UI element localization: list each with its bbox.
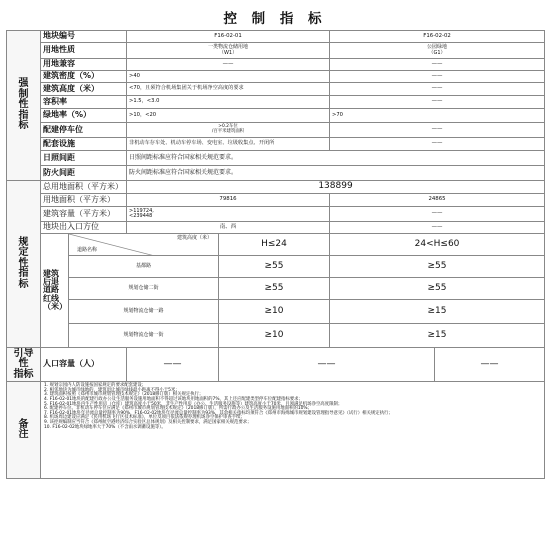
value-access-b: —— <box>330 222 545 234</box>
value-population-c: —— <box>435 348 545 382</box>
road-value: ≥55 <box>330 278 545 300</box>
value-parking-a: >0.2车位 /百平米建筑面积 <box>127 123 330 138</box>
value-land-use-a: 一类物流仓储用地 （W1） <box>127 43 330 59</box>
row-block-code <box>7 31 545 43</box>
value-area-b: 24865 <box>330 194 545 207</box>
row-compat <box>7 59 545 71</box>
label-total-area: 总用地面积（平方米） <box>41 181 127 194</box>
label-block-code: 地块编号 <box>41 31 127 43</box>
note-item: 2. 相邻地块为城市绿地的，建筑退让城市绿线最小距离不得小于5米； <box>44 387 180 393</box>
category-notes: 备 注 <box>7 382 41 479</box>
label-fire: 防火间距 <box>41 166 127 181</box>
control-index-table <box>6 30 545 479</box>
value-far-b: —— <box>330 96 545 109</box>
note-item: 7. F16-02-01地块年径流总量控制率为90%，F16-02-02地块年径流总量控制率为93%，其余相关指标均须符合《郑州市海绵城市规划建设管理指导意见》（试行）相关规定执行； <box>44 410 393 416</box>
value-access-a: 南、西 <box>127 222 330 234</box>
row-green <box>7 109 545 123</box>
note-item: 1. 规划宗园内人防设施按国家规定的要求配套建设； <box>44 383 147 388</box>
category-regulatory: 规 定 性 指 标 <box>7 181 41 348</box>
value-compat-a: —— <box>127 59 330 71</box>
col-h-le-24: H≤24 <box>219 234 330 256</box>
label-height: 建筑高度（米） <box>41 83 127 96</box>
label-green: 绿地率（%） <box>41 109 127 123</box>
row-parking <box>7 123 545 138</box>
label-parking: 配建停车位 <box>41 123 127 138</box>
label-population: 人口容量（人） <box>41 348 127 382</box>
header-road: 道路名称 <box>77 246 98 253</box>
value-population-b: —— <box>219 348 435 382</box>
row-facilities <box>7 138 545 151</box>
row-notes <box>7 382 545 479</box>
road-value: ≥55 <box>219 278 330 300</box>
road-name: 规划仓储二街 <box>69 278 219 300</box>
label-far: 容积率 <box>41 96 127 109</box>
table-row <box>7 300 545 324</box>
road-value: ≥10 <box>219 324 330 348</box>
road-value: ≥15 <box>330 300 545 324</box>
label-setback: 建筑后退 道路红线 （米） <box>41 234 69 348</box>
label-facilities: 配套设施 <box>41 138 127 151</box>
value-land-use-b: 公园绿地 （G1） <box>330 43 545 59</box>
value-total-area: 138899 <box>127 181 545 194</box>
col-h-24-60: 24<H≤60 <box>330 234 545 256</box>
road-value: ≥15 <box>330 324 545 348</box>
note-item: 10. F16-02-02地块绿地率大于70%（不含雨水调蓄设施等）。 <box>44 424 166 430</box>
road-value: ≥10 <box>219 300 330 324</box>
value-density-a: >40 <box>127 71 330 83</box>
note-item: 9. 该控规编制应当符合《郑州航空港经济综合实验区总体规划》及相关控制要求，满足国家相关规范要求； <box>44 420 252 425</box>
value-facilities-b: —— <box>330 138 545 151</box>
row-population <box>7 348 545 382</box>
category-guiding: 引导性 指标 <box>7 348 41 382</box>
label-density: 建筑密度（%） <box>41 71 127 83</box>
header-height: 建筑高度（米） <box>176 235 212 241</box>
row-fire <box>7 166 545 181</box>
table-row <box>7 256 545 278</box>
row-sunlight <box>7 151 545 166</box>
road-name: 规划物流仓储一路 <box>69 300 219 324</box>
value-capacity-a: >119724, <239448 <box>127 207 330 222</box>
road-value: ≥55 <box>219 256 330 278</box>
note-item: 8. 机场周边建设应满足《民用机场飞行区技术标准》，单位及项目依法依规办理机场净空保护审查手续； <box>44 415 245 421</box>
value-facilities-a: 非机动车存车处、机动车停车场、变电室、垃圾收集点、开闭所 <box>127 138 330 151</box>
row-far <box>7 96 545 109</box>
row-land-use <box>7 43 545 59</box>
value-sunlight: 日照间距标准应符合国家相关规范要求。 <box>127 151 545 166</box>
row-access <box>7 222 545 234</box>
row-total-area <box>7 181 545 194</box>
value-green-b: >70 <box>330 109 545 123</box>
value-area-a: 79816 <box>127 194 330 207</box>
table-row <box>7 324 545 348</box>
note-item: 6. 配建停车位、非机动车停车位应满足《郑州市城市规划管理技术规定》（2018修订版），所需行政办公及生活服务设施用地面积的10%； <box>44 406 312 412</box>
value-block-code-a: F16-02-01 <box>127 31 330 43</box>
value-green-a: >10，<20 <box>127 109 330 123</box>
value-parking-b: —— <box>330 123 545 138</box>
note-item: 5. F16-02-01地块内生产性用房（仓库）建筑高度小于50米，非生产性用房（办公、生活服务设施等）建筑高度小于70米，且须满足机场净空高度限制； <box>44 401 343 407</box>
value-height-b: —— <box>330 83 545 96</box>
note-item: 3. 建筑面积按照《郑州市城市规划管理技术规定》（2018修订版）相关规定执行； <box>44 392 204 398</box>
notes-list <box>41 382 545 479</box>
value-height-a: <70，且须符合机场集团关于机场净空高度的要求 <box>127 83 330 96</box>
table-row <box>7 278 545 300</box>
value-compat-b: —— <box>330 59 545 71</box>
category-mandatory: 强 制 性 指 标 <box>7 31 41 181</box>
row-setback-header <box>7 234 545 256</box>
label-sunlight: 日照间距 <box>41 151 127 166</box>
setback-header-cell <box>69 234 219 256</box>
value-capacity-b: —— <box>330 207 545 222</box>
label-capacity: 建筑容量（平方米） <box>41 207 127 222</box>
label-access: 地块出入口方位 <box>41 222 127 234</box>
row-capacity <box>7 207 545 222</box>
row-density <box>7 71 545 83</box>
road-name: 基都路 <box>69 256 219 278</box>
road-name: 规划物流仓储一街 <box>69 324 219 348</box>
label-land-use: 用地性质 <box>41 43 127 59</box>
label-compat: 用地兼容 <box>41 59 127 71</box>
road-value: ≥55 <box>330 256 545 278</box>
row-area <box>7 194 545 207</box>
value-fire: 防火间距标准应符合国家相关规范要求。 <box>127 166 545 181</box>
value-population-a: —— <box>127 348 219 382</box>
note-item: 4. F16-02-01地块的配建行政办公及生活服务设施用地面积不得超过该地块用地面积的7%，其上还应配建类型停车位配建指标要求； <box>44 396 303 402</box>
sheet-title: 控 制 指 标 <box>223 11 327 27</box>
label-area: 用地面积（平方米） <box>41 194 127 207</box>
value-density-b: —— <box>330 71 545 83</box>
value-far-a: >1.5，<3.0 <box>127 96 330 109</box>
value-block-code-b: F16-02-02 <box>330 31 545 43</box>
row-height <box>7 83 545 96</box>
